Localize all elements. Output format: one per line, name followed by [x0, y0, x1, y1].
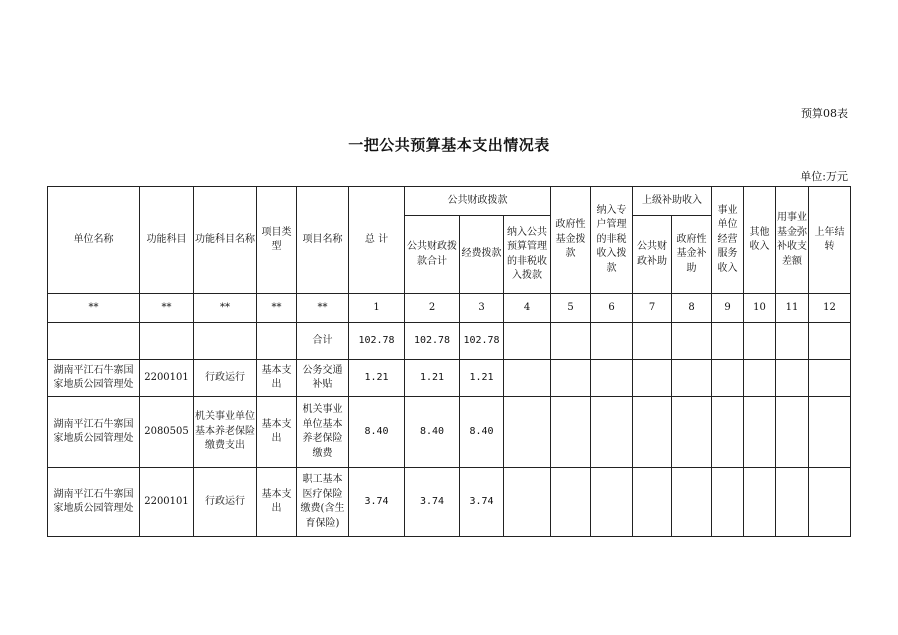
- header-nontax-income: 纳入公共预算管理的非税收入拨款: [504, 216, 551, 294]
- unit-name-cell: 湖南平江石牛寨国家地质公园管理处: [48, 360, 140, 397]
- item-type-cell: 基本支出: [257, 468, 297, 537]
- header-func-subject-name: 功能科目名称: [194, 187, 257, 294]
- total-cell: 8.40: [349, 397, 405, 468]
- public-total-cell: 8.40: [405, 397, 460, 468]
- header-carryover: 上年结转: [809, 187, 851, 294]
- total-row: [48, 323, 851, 360]
- index-cell: 10: [744, 294, 776, 323]
- func-subject-name-cell: 行政运行: [194, 468, 257, 537]
- index-cell: 7: [633, 294, 672, 323]
- header-public-fiscal-subsidy: 公共财政补助: [633, 216, 672, 294]
- header-total: 总 计: [349, 187, 405, 294]
- unit-name-cell: 湖南平江石牛寨国家地质公园管理处: [48, 397, 140, 468]
- header-item-name: 项目名称: [297, 187, 349, 294]
- funding-cell: 3.74: [460, 468, 504, 537]
- unit-name-cell: 湖南平江石牛寨国家地质公园管理处: [48, 468, 140, 537]
- total-funding-value: 102.78: [460, 323, 504, 360]
- header-gov-fund-subsidy: 政府性基金补助: [672, 216, 712, 294]
- item-type-cell: 基本支出: [257, 397, 297, 468]
- item-name-cell: 机关事业单位基本养老保险缴费: [297, 397, 349, 468]
- total-public-value: 102.78: [405, 323, 460, 360]
- index-cell: **: [194, 294, 257, 323]
- index-cell: 9: [712, 294, 744, 323]
- page-title: 一把公共预算基本支出情况表: [348, 136, 550, 154]
- header-func-subject: 功能科目: [140, 187, 194, 294]
- total-label: 合计: [297, 323, 349, 360]
- index-cell: 8: [672, 294, 712, 323]
- total-cell: 1.21: [349, 360, 405, 397]
- header-unit-name: 单位名称: [48, 187, 140, 294]
- index-cell: 4: [504, 294, 551, 323]
- index-cell: 2: [405, 294, 460, 323]
- index-row: [48, 294, 851, 323]
- budget-table: [47, 186, 851, 537]
- func-subject-name-cell: 行政运行: [194, 360, 257, 397]
- header-reserve-fund: 用事业基金弥补收支差额: [776, 187, 809, 294]
- form-number: 预算08表: [801, 107, 848, 120]
- index-cell: **: [140, 294, 194, 323]
- table-row: [48, 397, 851, 468]
- func-subject-cell: 2200101: [140, 360, 194, 397]
- header-public-fiscal: 公共财政拨款: [405, 187, 551, 216]
- table-row: [48, 360, 851, 397]
- index-cell: 12: [809, 294, 851, 323]
- header-business-income: 事业单位经营服务收入: [712, 187, 744, 294]
- item-type-cell: 基本支出: [257, 360, 297, 397]
- funding-cell: 8.40: [460, 397, 504, 468]
- index-cell: **: [297, 294, 349, 323]
- func-subject-name-cell: 机关事业单位基本养老保险缴费支出: [194, 397, 257, 468]
- index-cell: **: [257, 294, 297, 323]
- table-row: [48, 468, 851, 537]
- header-gov-fund: 政府性基金拨款: [551, 187, 591, 294]
- funding-cell: 1.21: [460, 360, 504, 397]
- header-superior-subsidy: 上级补助收入: [633, 187, 712, 216]
- header-other-income: 其他收入: [744, 187, 776, 294]
- total-cell: 3.74: [349, 468, 405, 537]
- header-funding: 经费拨款: [460, 216, 504, 294]
- unit-label: 单位:万元: [800, 170, 848, 183]
- total-value: 102.78: [349, 323, 405, 360]
- index-cell: 6: [591, 294, 633, 323]
- header-row-1: [48, 187, 851, 216]
- item-name-cell: 职工基本医疗保险缴费(含生育保险): [297, 468, 349, 537]
- index-cell: 5: [551, 294, 591, 323]
- header-public-fiscal-total: 公共财政拨款合计: [405, 216, 460, 294]
- index-cell: **: [48, 294, 140, 323]
- index-cell: 3: [460, 294, 504, 323]
- func-subject-cell: 2200101: [140, 468, 194, 537]
- public-total-cell: 1.21: [405, 360, 460, 397]
- item-name-cell: 公务交通补贴: [297, 360, 349, 397]
- func-subject-cell: 2080505: [140, 397, 194, 468]
- index-cell: 11: [776, 294, 809, 323]
- public-total-cell: 3.74: [405, 468, 460, 537]
- header-item-type: 项目类型: [257, 187, 297, 294]
- header-special-nontax: 纳入专户管理的非税收入拨款: [591, 187, 633, 294]
- index-cell: 1: [349, 294, 405, 323]
